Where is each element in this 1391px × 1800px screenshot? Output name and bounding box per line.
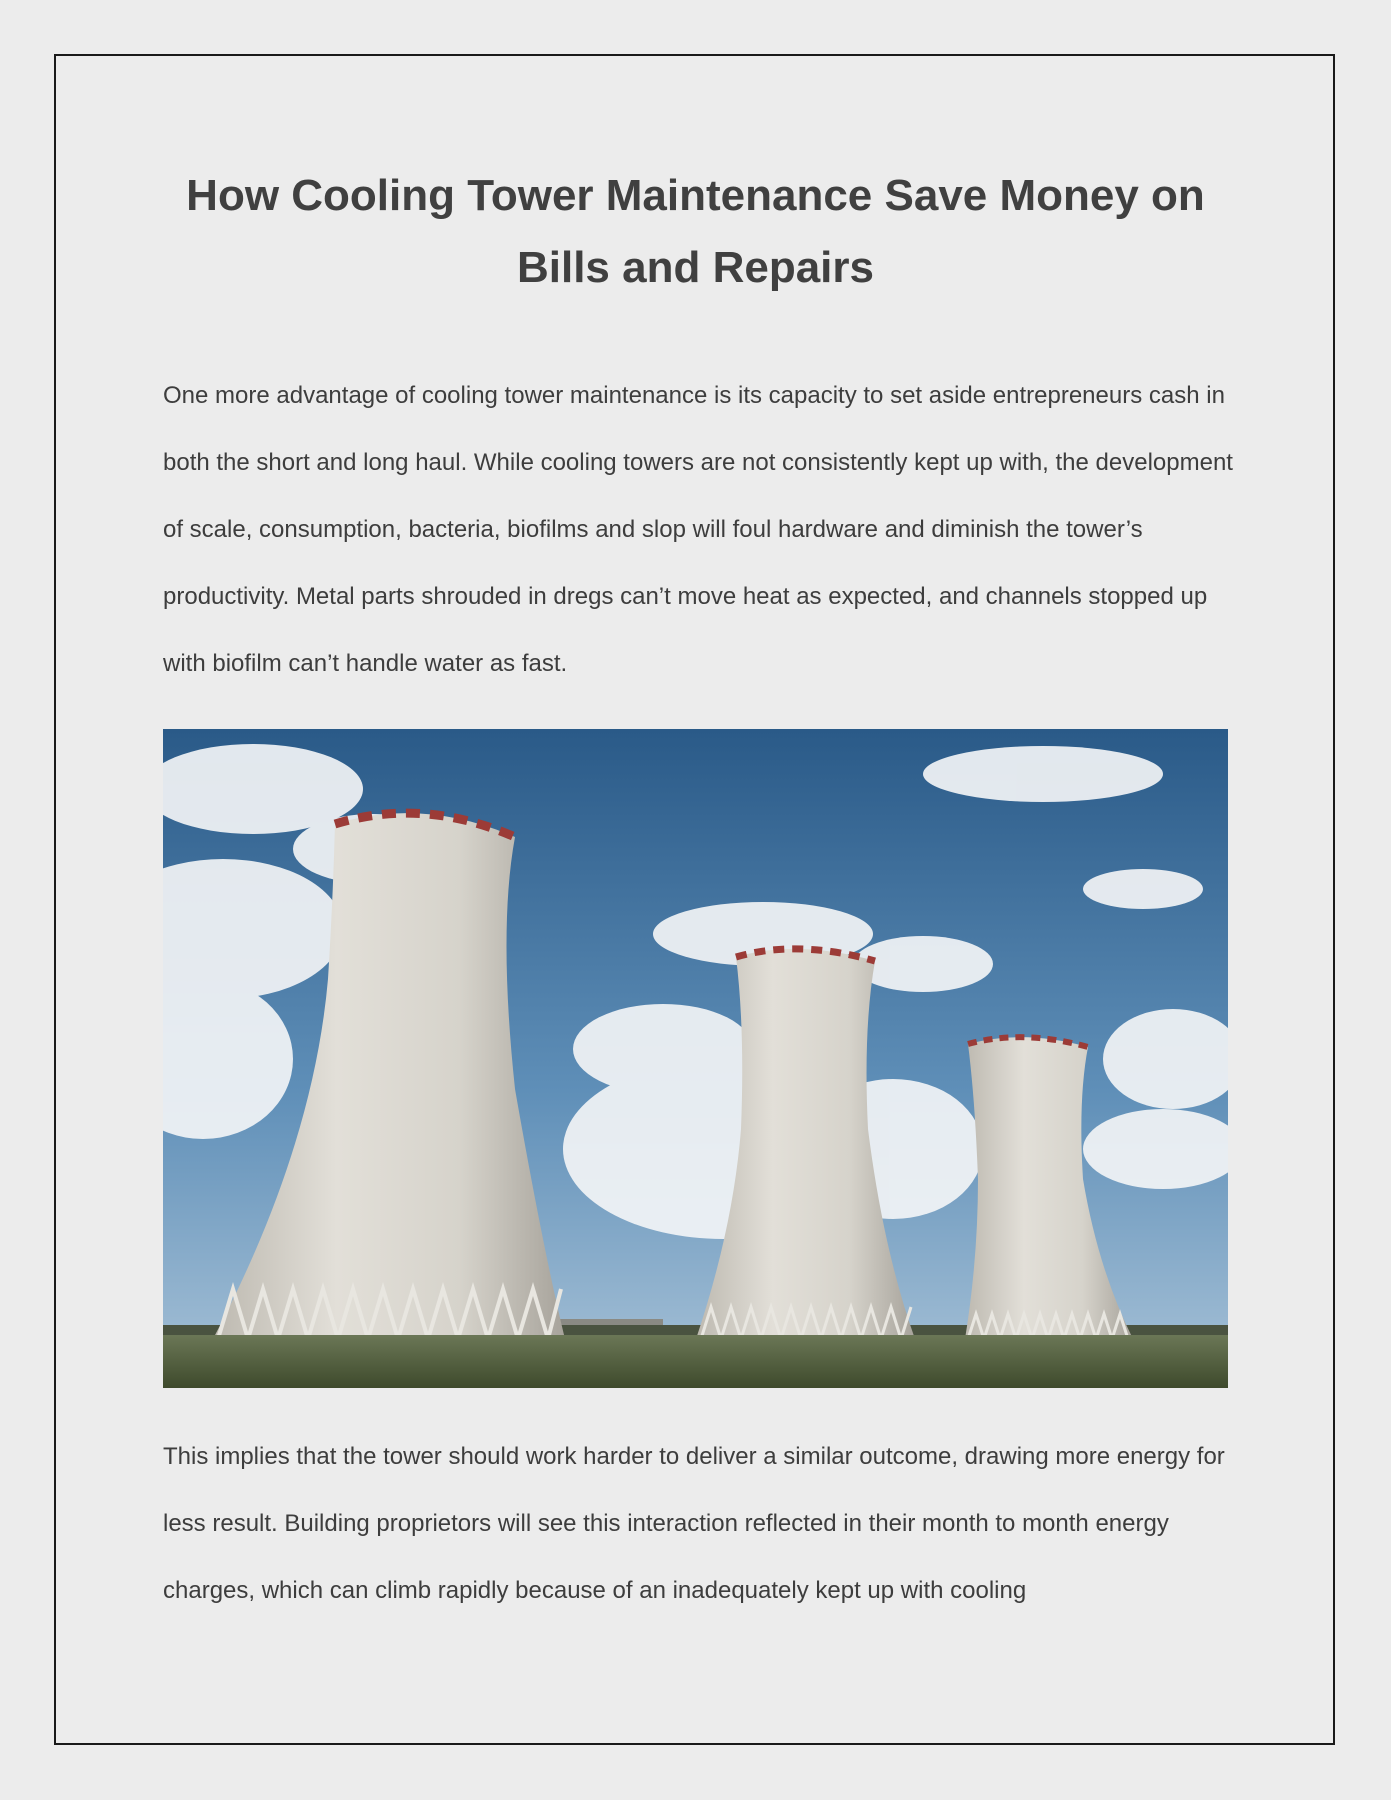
cooling-towers-photo <box>163 729 1228 1388</box>
document-title: How Cooling Tower Maintenance Save Money on Bills and Repairs <box>186 171 1205 292</box>
paragraph-continuation: This implies that the tower should work harder to deliver a similar outcome, drawing more energy for less result. Building proprietors will see this interaction reflected in their month to month energy charges, which can climb rapidly because of an inadequately kept up with cooling <box>163 1443 1225 1604</box>
grass-field <box>163 1335 1228 1388</box>
paragraph-intro: One more advantage of cooling tower maintenance is its capacity to set aside entrepreneurs cash in both the short and long haul. While cooling towers are not consistently kept up with, the development of scale, consumption, bacteria, biofilms and slop will foul hardware and diminish the tower’s productivity. Metal parts shrouded in dregs can’t move heat as expected, and channels stopped up with biofilm can’t handle water as fast. <box>163 382 1233 677</box>
